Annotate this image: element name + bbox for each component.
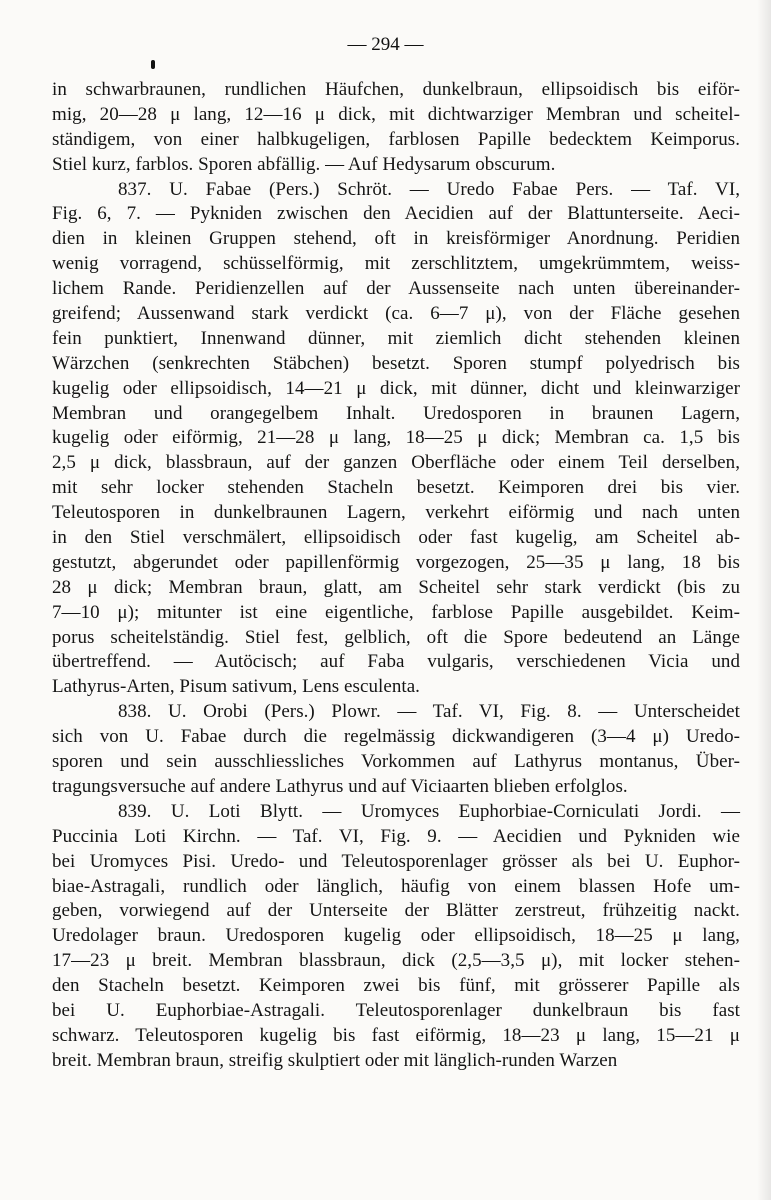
text-line: den Stacheln besetzt. Keimporen zwei bis fünf, mit grösserer Papille als	[52, 975, 740, 997]
text-line: Teleutosporen in dunkelbraunen Lagern, verkehrt eiförmig und nach unten	[52, 502, 740, 524]
text-line: dien in kleinen Gruppen stehend, oft in kreisförmiger Anordnung. Peridien	[52, 228, 740, 250]
text-line: gestutzt, abgerundet oder papillenförmig vorgezogen, 25—35 μ lang, 18 bis	[52, 551, 740, 573]
page-edge-shadow	[757, 0, 771, 1200]
text-line: Uredolager braun. Uredosporen kugelig oder ellipsoidisch, 18—25 μ lang,	[52, 925, 740, 947]
species-heading-line: 839. U. Loti Blytt. — Uromyces Euphorbiae-Corniculati Jordi. —	[118, 800, 740, 822]
text-line: Lathyrus-Arten, Pisum sativum, Lens esculenta.	[52, 676, 420, 698]
text-line: Membran und orangegelbem Inhalt. Uredosporen in braunen Lagern,	[52, 402, 740, 424]
text-line: wenig vorragend, schüsselförmig, mit zerschlitztem, umgekrümmtem, weiss-	[52, 253, 740, 275]
text-line: übertreffend. — Autöcisch; auf Faba vulgaris, verschiedenen Vicia und	[52, 651, 740, 673]
text-line: in den Stiel verschmälert, ellipsoidisch oder fast kugelig, am Scheitel ab-	[52, 527, 740, 549]
text-line: kugelig oder eiförmig, 21—28 μ lang, 18—25 μ dick; Membran ca. 1,5 bis	[52, 427, 740, 449]
text-line: geben, vorwiegend auf der Unterseite der Blätter zerstreut, frühzeitig nackt.	[52, 900, 740, 922]
text-line: 7—10 μ); mitunter ist eine eigentliche, farblose Papille ausgebildet. Keim-	[52, 601, 740, 623]
text-line: sporen und sein ausschliessliches Vorkommen auf Lathyrus montanus, Über-	[52, 751, 740, 773]
text-line: sich von U. Fabae durch die regelmässig dickwandigeren (3—4 μ) Uredo-	[52, 726, 740, 748]
text-line: 28 μ dick; Membran braun, glatt, am Scheitel sehr stark verdickt (bis zu	[52, 576, 740, 598]
species-heading-line: 837. U. Fabae (Pers.) Schröt. — Uredo Fabae Pers. — Taf. VI,	[118, 178, 740, 200]
text-line: Stiel kurz, farblos. Sporen abfällig. — Auf Hedysarum obscurum.	[52, 153, 556, 175]
body-text	[52, 78, 740, 1074]
text-line: breit. Membran braun, streifig skulptiert oder mit länglich-runden Warzen	[52, 1049, 618, 1071]
text-line: porus scheitelständig. Stiel fest, gelblich, oft die Spore bedeutend an Länge	[52, 626, 740, 648]
text-line: mit sehr locker stehenden Stacheln besetzt. Keimporen drei bis vier.	[52, 477, 740, 499]
text-line: tragungsversuche auf andere Lathyrus und auf Viciaarten blieben erfolglos.	[52, 775, 628, 797]
text-line: biae-Astragali, rundlich oder länglich, häufig von einem blassen Hofe um-	[52, 875, 740, 897]
text-line: mig, 20—28 μ lang, 12—16 μ dick, mit dichtwarziger Membran und scheitel-	[52, 103, 740, 125]
text-line: 17—23 μ breit. Membran blassbraun, dick (2,5—3,5 μ), mit locker stehen-	[52, 950, 740, 972]
species-heading-line: 838. U. Orobi (Pers.) Plowr. — Taf. VI, Fig. 8. — Unterscheidet	[118, 701, 740, 723]
text-line: ständigem, von einer halbkugeligen, farblosen Papille bedecktem Keimporus.	[52, 128, 740, 150]
text-line: schwarz. Teleutosporen kugelig bis fast eiförmig, 18—23 μ lang, 15—21 μ	[52, 1024, 740, 1046]
text-line: greifend; Aussenwand stark verdickt (ca. 6—7 μ), von der Fläche gesehen	[52, 303, 740, 325]
text-line: bei U. Euphorbiae-Astragali. Teleutosporenlager dunkelbraun bis fast	[52, 999, 740, 1021]
page-number: — 294 —	[347, 34, 424, 55]
text-line: bei Uromyces Pisi. Uredo- und Teleutosporenlager grösser als bei U. Euphor-	[52, 850, 740, 872]
text-line: in schwarbraunen, rundlichen Häufchen, dunkelbraun, ellipsoidisch bis eiför-	[52, 79, 740, 100]
text-line: Puccinia Loti Kirchn. — Taf. VI, Fig. 9. — Aecidien und Pykniden wie	[52, 825, 740, 847]
text-line: Wärzchen (senkrechten Stäbchen) besetzt. Sporen stumpf polyedrisch bis	[52, 352, 740, 374]
text-line: 2,5 μ dick, blassbraun, auf der ganzen Oberfläche oder einem Teil derselben,	[52, 452, 740, 474]
text-line: Fig. 6, 7. — Pykniden zwischen den Aecidien auf der Blattunterseite. Aeci-	[52, 203, 740, 225]
text-line: kugelig oder ellipsoidisch, 14—21 μ dick, mit dünner, dicht und kleinwarziger	[52, 377, 740, 399]
ink-speck	[151, 60, 155, 69]
text-line: lichem Rande. Peridienzellen auf der Aussenseite nach unten übereinander-	[52, 278, 740, 300]
text-line: fein punktiert, Innenwand dünner, mit ziemlich dicht stehenden kleinen	[52, 327, 740, 349]
